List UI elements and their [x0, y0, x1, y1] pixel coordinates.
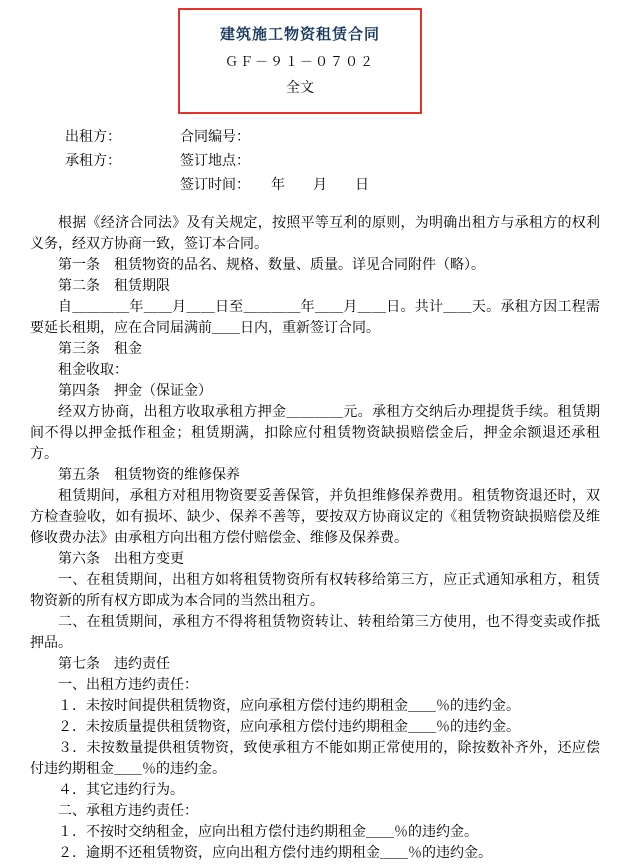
- article-7-lessor-item-1: １．未按时间提供租赁物资，应向承租方偿付违约期租金＿＿％的违约金。: [58, 699, 520, 714]
- signing-time-label: 签订时间： 年 月 日: [180, 178, 369, 193]
- article-7-heading: 第七条 违约责任: [58, 657, 170, 672]
- article-2-text: 自＿＿＿＿年＿＿月＿＿日至＿＿＿＿年＿＿月＿＿日。共计＿＿天。承租方因工程需要延长租期，应在合同届满前＿＿日内，重新签订合同。: [30, 300, 600, 336]
- contract-meta: [30, 126, 600, 198]
- article-5-text: 租赁期间，承租方对租用物资要妥善保管，并负担维修保养费用。租赁物资退还时，双方检查验收，如有损坏、缺少、保养不善等，要按双方协商议定的《租赁物资缺损赔偿及维修收费办法》由承租方向出租方偿付赔偿金、维修及保养费。: [30, 489, 600, 546]
- contract-number-label: 合同编号：: [180, 130, 250, 145]
- article-6-heading: 第六条 出租方变更: [58, 552, 184, 567]
- article-4-text: 经双方协商，出租方收取承租方押金＿＿＿＿元。承租方交纳后办理提货手续。租赁期间不得以押金抵作租金；租赁期满，扣除应付租赁物资缺损赔偿金后，押金余额退还承租方。: [30, 405, 600, 462]
- article-2-heading: 第二条 租赁期限: [58, 279, 170, 294]
- article-7-lessee-liability-heading: 二、承租方违约责任：: [58, 804, 198, 819]
- article-7-lessor-item-4: ４．其它违约行为。: [58, 783, 184, 798]
- article-7-lessor-liability-heading: 一、出租方违约责任：: [58, 678, 198, 693]
- contract-subtitle: 全文: [286, 81, 314, 96]
- article-5-heading: 第五条 租赁物资的维修保养: [58, 468, 240, 483]
- contract-title: 建筑施工物资租赁合同: [219, 27, 380, 43]
- signing-place-label: 签订地点：: [180, 154, 250, 169]
- article-3-heading: 第三条 租金: [58, 342, 142, 357]
- article-4-heading: 第四条 押金（保证金）: [58, 384, 212, 399]
- meta-spacer: [65, 174, 180, 198]
- contract-code: ＧＦ－９１－０７０２: [224, 54, 375, 69]
- lessor-label: 出租方：: [65, 130, 121, 145]
- article-6-item-1: 一、在租赁期间，出租方如将租赁物资所有权转移给第三方，应正式通知承租方，租赁物资新的所有权方即成为本合同的当然出租方。: [30, 573, 600, 609]
- meta-row-3: [65, 174, 600, 198]
- article-6-item-2: 二、在租赁期间，承租方不得将租赁物资转让、转租给第三方使用，也不得变卖或作抵押品。: [30, 615, 600, 651]
- preamble: 根据《经济合同法》及有关规定，按照平等互利的原则，为明确出租方与承租方的权利义务，经双方协商一致，签订本合同。: [30, 216, 600, 252]
- meta-row-2: [65, 150, 600, 174]
- article-7-lessor-item-3: ３．未按数量提供租赁物资，致使承租方不能如期正常使用的，除按数补齐外，还应偿付违约期租金＿＿％的违约金。: [30, 741, 600, 777]
- article-3-text: 租金收取：: [58, 363, 128, 378]
- article-7-lessee-item-2: ２．逾期不还租赁物资，应向出租方偿付违约期租金＿＿％的违约金。: [58, 846, 492, 861]
- article-1: 第一条 租赁物资的品名、规格、数量、质量。详见合同附件（略）。: [58, 258, 485, 273]
- title-box: [178, 8, 422, 114]
- meta-row-1: [65, 126, 600, 150]
- lessee-label: 承租方：: [65, 154, 121, 169]
- article-7-lessee-item-1: １．不按时交纳租金，应向出租方偿付违约期租金＿＿％的违约金。: [58, 825, 478, 840]
- article-7-lessor-item-2: ２．未按质量提供租赁物资，应向承租方偿付违约期租金＿＿％的违约金。: [58, 720, 520, 735]
- contract-body: [30, 213, 600, 864]
